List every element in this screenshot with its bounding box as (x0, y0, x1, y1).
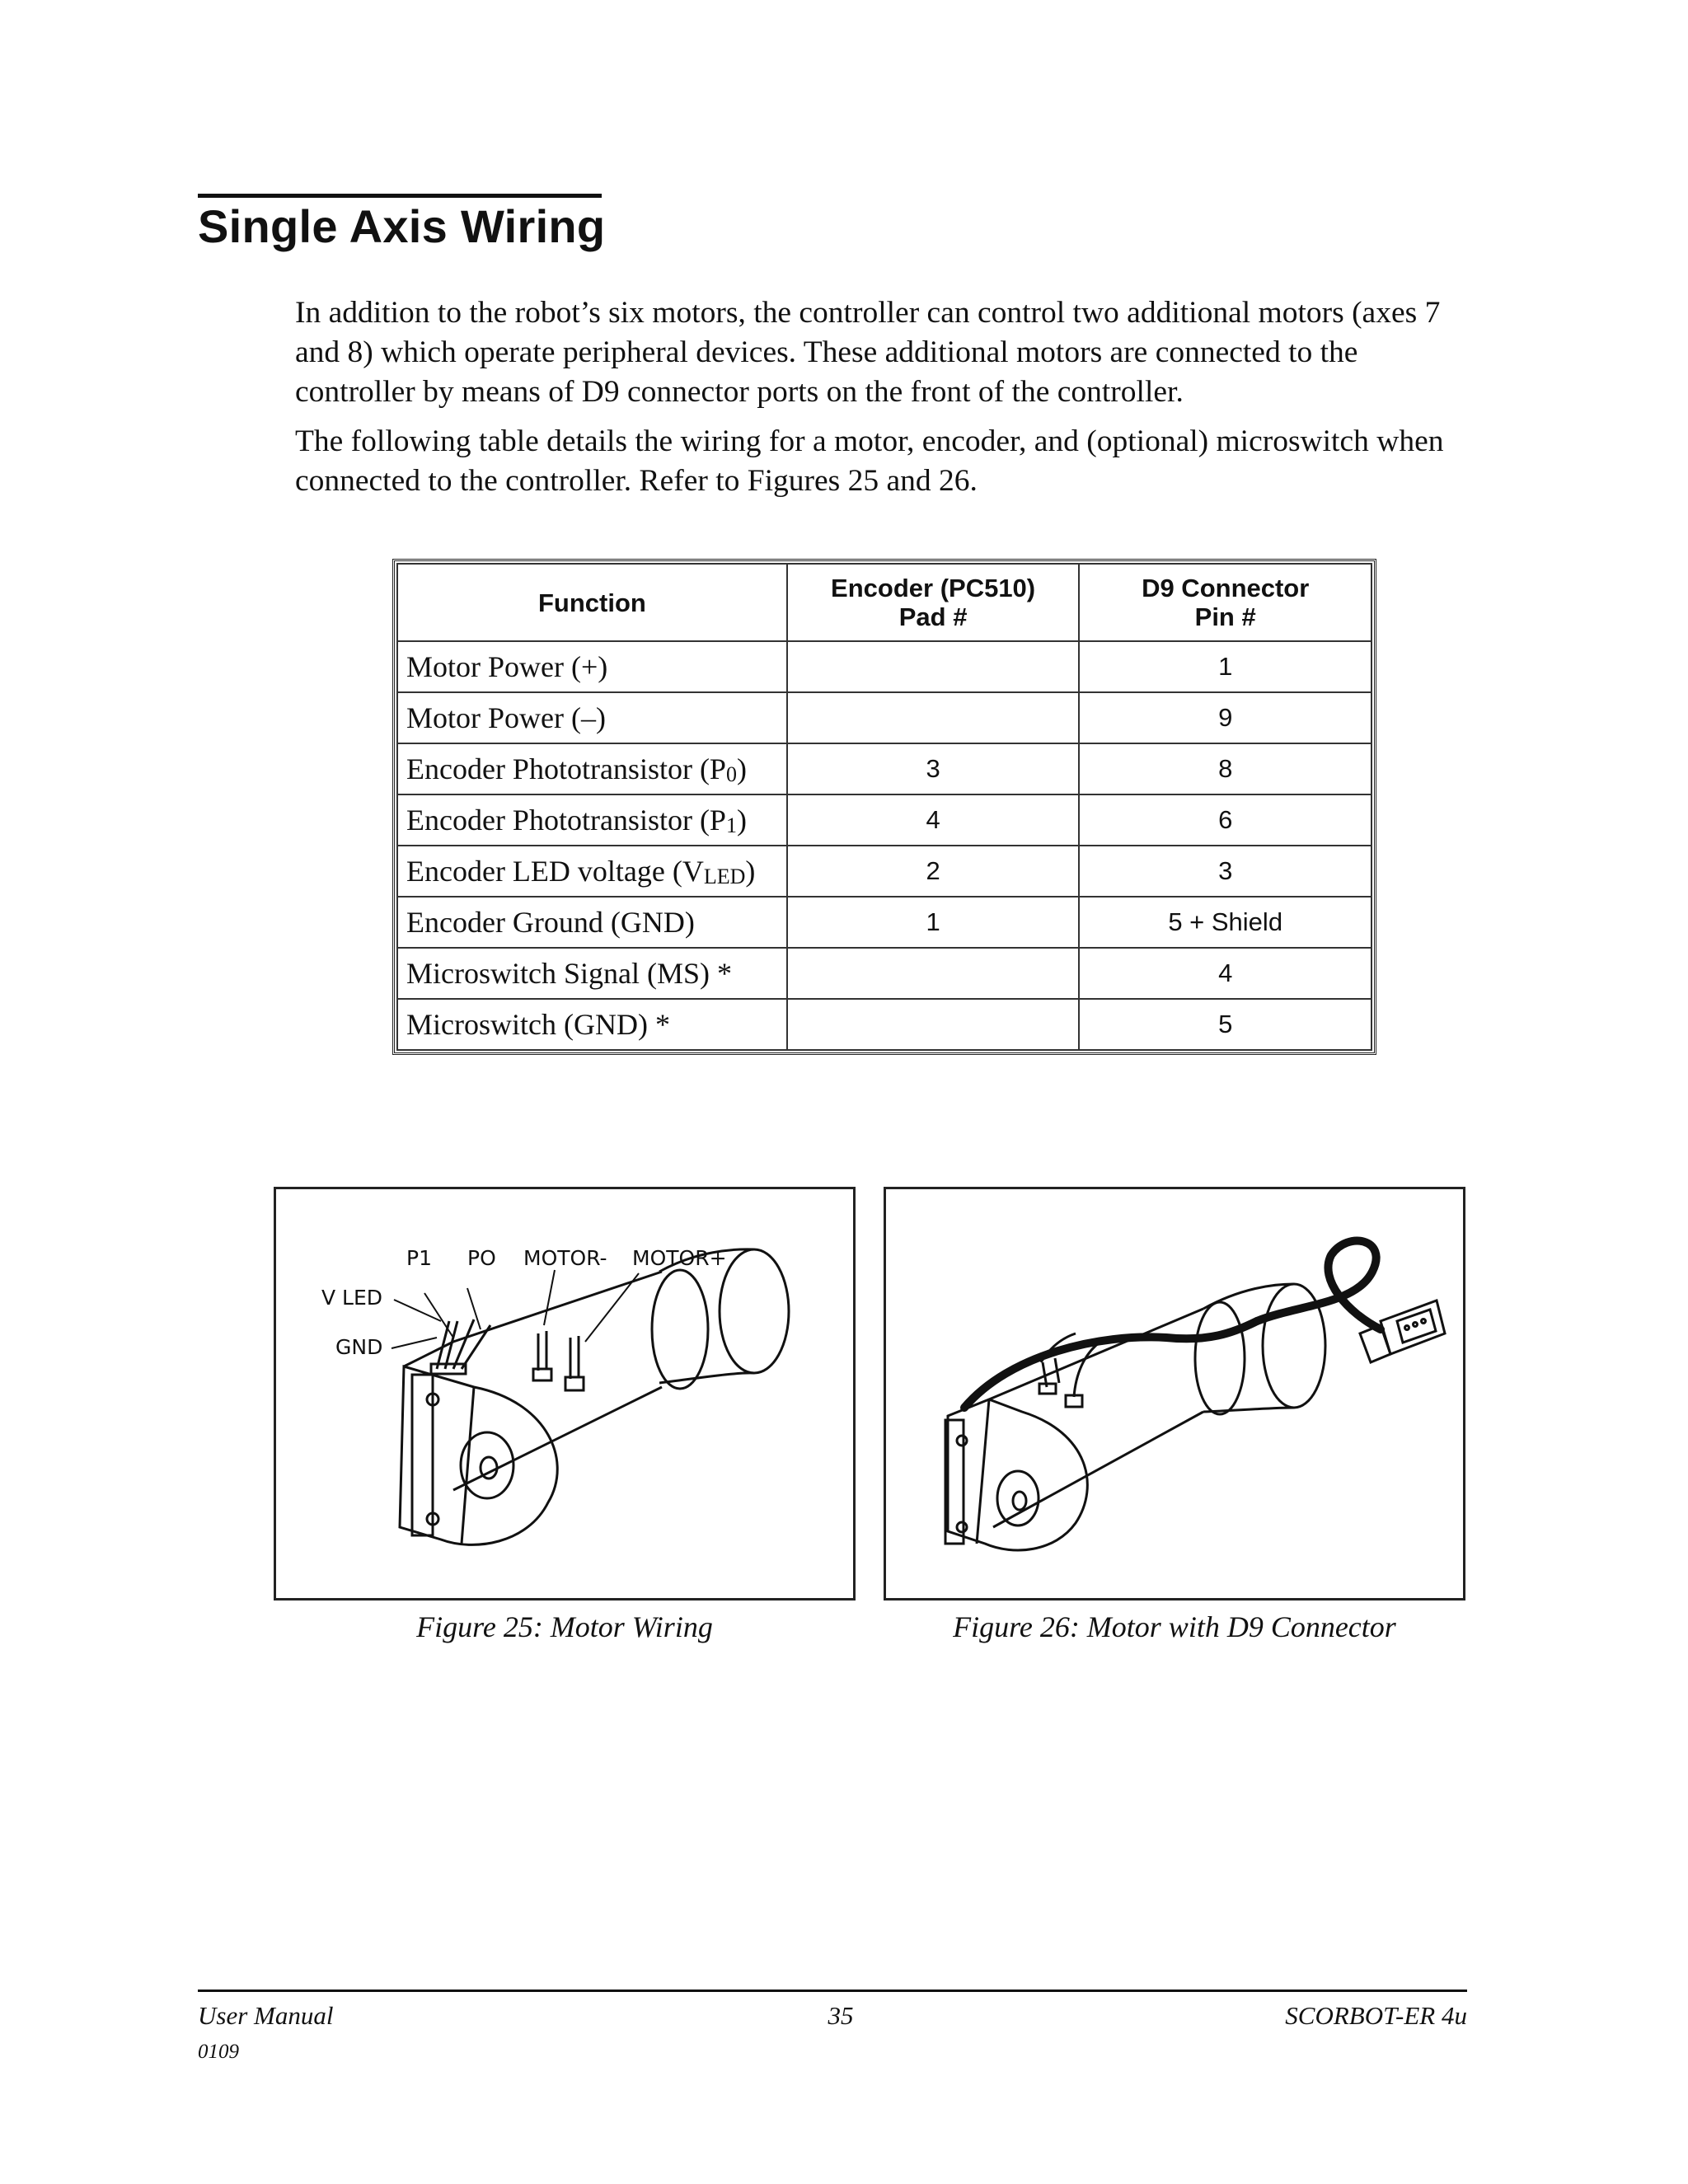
pad-cell (787, 999, 1080, 1050)
pin-cell: 6 (1079, 794, 1372, 846)
function-cell: Encoder Phototransistor (P1) (397, 794, 787, 846)
pad-cell: 2 (787, 846, 1080, 897)
pin-cell: 5 + Shield (1079, 897, 1372, 948)
figure-26-motor-d9 (884, 1187, 1465, 1601)
pad-cell (787, 948, 1080, 999)
pad-cell (787, 641, 1080, 692)
pin-cell: 5 (1079, 999, 1372, 1050)
motor-wiring-illustration (276, 1189, 853, 1598)
label-gnd: GND (335, 1335, 383, 1359)
pad-cell: 1 (787, 897, 1080, 948)
function-cell: Encoder Ground (GND) (397, 897, 787, 948)
label-motor-plus: MOTOR+ (632, 1246, 727, 1270)
pin-cell: 9 (1079, 692, 1372, 743)
table-row (397, 846, 1372, 897)
table-row (397, 948, 1372, 999)
pin-cell: 8 (1079, 743, 1372, 794)
table-row (397, 897, 1372, 948)
page-number: 35 (828, 2001, 854, 2030)
heading-rule (198, 194, 602, 198)
table-intro-paragraph: The following table details the wiring for a motor, encoder, and (optional) microswitch when connected to the controller. Refer to Figures 25 and 26. (295, 424, 1444, 498)
footer-doc-code: 0109 (198, 2041, 239, 2063)
pad-cell: 3 (787, 743, 1080, 794)
label-p0: PO (467, 1246, 496, 1270)
pin-cell: 1 (1079, 641, 1372, 692)
label-vled: V LED (321, 1286, 383, 1310)
wiring-table-frame (392, 559, 1376, 1055)
figure-26-caption: Figure 26: Motor with D9 Connector (953, 1610, 1396, 1643)
header-encoder-pad: Encoder (PC510) Pad # (787, 564, 1080, 641)
page-title: Single Axis Wiring (198, 200, 606, 252)
function-cell: Microswitch Signal (MS) * (397, 948, 787, 999)
table-row (397, 743, 1372, 794)
label-p1: P1 (406, 1246, 432, 1270)
pin-cell: 3 (1079, 846, 1372, 897)
footer-product-name: SCORBOT-ER 4u (1285, 2001, 1467, 2030)
table-row (397, 794, 1372, 846)
wiring-table (396, 563, 1372, 1051)
pad-cell (787, 692, 1080, 743)
table-header-row (397, 564, 1372, 641)
motor-d9-illustration (886, 1189, 1463, 1598)
figure-25-caption: Figure 25: Motor Wiring (416, 1610, 713, 1643)
footer-rule (198, 1990, 1467, 1992)
figure-25-motor-wiring (274, 1187, 856, 1601)
pin-cell: 4 (1079, 948, 1372, 999)
label-motor-minus: MOTOR- (523, 1246, 607, 1270)
pad-cell: 4 (787, 794, 1080, 846)
table-row (397, 692, 1372, 743)
header-function: Function (397, 564, 787, 641)
function-cell: Microswitch (GND) * (397, 999, 787, 1050)
table-row (397, 641, 1372, 692)
function-cell: Motor Power (–) (397, 692, 787, 743)
function-cell: Encoder Phototransistor (P0) (397, 743, 787, 794)
table-row (397, 999, 1372, 1050)
header-d9-pin: D9 Connector Pin # (1079, 564, 1372, 641)
function-cell: Encoder LED voltage (VLED) (397, 846, 787, 897)
function-cell: Motor Power (+) (397, 641, 787, 692)
intro-paragraph: In addition to the robot’s six motors, the controller can control two additional motors (axes 7 and 8) which operate peripheral devices. These additional motors are connected to the controller by means of D9 connector ports on the front of the controller. (295, 296, 1441, 409)
footer-manual-title: User Manual (198, 2001, 334, 2030)
